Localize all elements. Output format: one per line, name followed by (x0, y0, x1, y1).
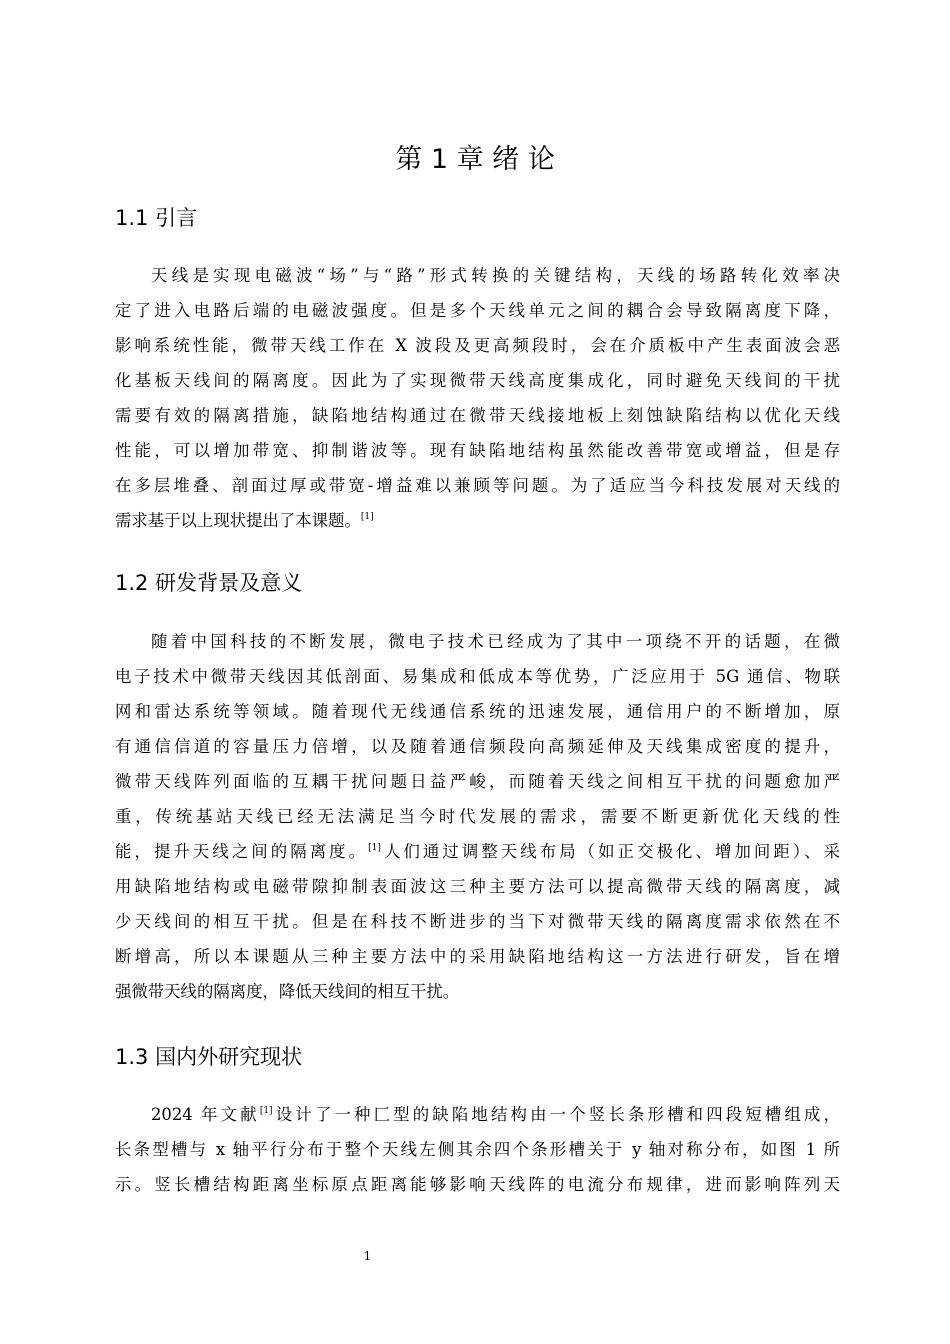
section-1-2-paragraph (115, 624, 840, 1009)
text-line: 定了进入电路后端的电磁波强度。但是多个天线单元之间的耦合会导致隔离度下降， (115, 301, 840, 320)
text-line: 性能，可以增加带宽、抑制谐波等。现有缺陷地结构虽然能改善带宽或增益，但是存 (115, 441, 840, 460)
section-heading-1-3: 1.3 国内外研究现状 (115, 1045, 303, 1069)
text-line: 重，传统基站天线已经无法满足当今时代发展的需求，需要不断更新优化天线的性 (115, 807, 840, 826)
text-line: 长条型槽与 x 轴平行分布于整个天线左侧其余四个条形槽关于 y 轴对称分布，如图 1 所 (115, 1140, 840, 1159)
text-line: 需要有效的隔离措施，缺陷地结构通过在微带天线接地板上刻蚀缺陷结构以优化天线 (115, 406, 840, 425)
text-line: 随着中国科技的不断发展，微电子技术已经成为了其中一项绕不开的话题，在微 (151, 632, 840, 651)
section-heading-1-1: 1.1 引言 (115, 206, 198, 230)
text-line (115, 834, 840, 869)
text-line: 用缺陷地结构或电磁带隙抑制表面波这三种主要方法可以提高微带天线的隔离度，减 (115, 877, 840, 896)
text-segment: 需求基于以上现状提出了本课题。 (115, 511, 361, 530)
citation-marker: [1] (360, 512, 374, 522)
text-segment: 能，提升天线之间的隔离度。 (115, 842, 369, 861)
text-line: 示。竖长槽结构距离坐标原点距离能够影响天线阵的电流分布规律，进而影响阵列天 (115, 1175, 840, 1194)
text-line: 影响系统性能，微带天线工作在 X 波段及更高频段时，会在介质板中产生表面波会恶 (115, 336, 840, 355)
page-number: 1 (363, 1249, 372, 1263)
text-line (115, 1097, 840, 1132)
citation-marker: [1] (259, 1106, 273, 1116)
text-segment: 设计了一种匚型的缺陷地结构由一个竖长条形槽和四段短槽组成， (272, 1105, 840, 1124)
text-line (115, 503, 840, 538)
text-segment: 人们通过调整天线布局（如正交极化、增加间距）、采 (380, 842, 840, 861)
text-line: 化基板天线间的隔离度。因此为了实现微带天线高度集成化，同时避免天线间的干扰 (115, 371, 840, 390)
text-line: 少天线间的相互干扰。但是在科技不断进步的当下对微带天线的隔离度需求依然在不 (115, 912, 840, 931)
section-heading-1-2: 1.2 研发背景及意义 (115, 571, 303, 595)
text-line: 断增高，所以本课题从三种主要方法中的采用缺陷地结构这一方法进行研发，旨在增 (115, 947, 840, 966)
text-line: 电子技术中微带天线因其低剖面、易集成和低成本等优势，广泛应用于 5G 通信、物联 (115, 667, 840, 686)
text-line: 网和雷达系统等领域。随着现代无线通信系统的迅速发展，通信用户的不断增加，原 (115, 702, 840, 721)
section-1-1-paragraph (115, 258, 840, 538)
chapter-title: 第 1 章 绪 论 (395, 144, 555, 175)
text-line: 有通信信道的容量压力倍增，以及随着通信频段向高频延伸及天线集成密度的提升， (115, 737, 840, 756)
section-1-3-paragraph (115, 1097, 840, 1202)
text-line: 强微带天线的隔离度，降低天线间的相互干扰。 (115, 982, 460, 1001)
text-segment: 2024 年文献 (151, 1105, 260, 1124)
text-line: 天线是实现电磁波“场”与“路”形式转换的关键结构，天线的场路转化效率决 (151, 266, 840, 285)
text-line: 在多层堆叠、剖面过厚或带宽-增益难以兼顾等问题。为了适应当今科技发展对天线的 (115, 476, 840, 495)
text-line: 微带天线阵列面临的互耦干扰问题日益严峻，而随着天线之间相互干扰的问题愈加严 (115, 772, 840, 791)
citation-marker: [1] (368, 843, 381, 853)
